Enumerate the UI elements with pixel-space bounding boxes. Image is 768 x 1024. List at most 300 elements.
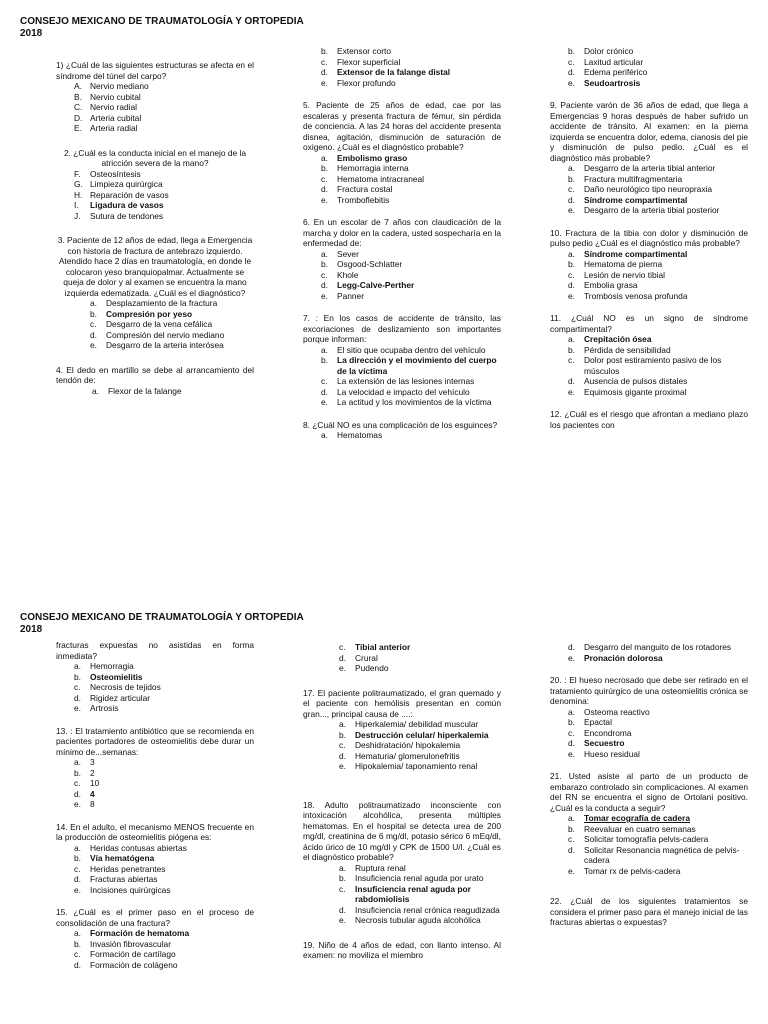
answer-option [303, 730, 501, 741]
option-letter: E. [74, 123, 82, 133]
question-block [303, 940, 501, 961]
option-text: 4 [90, 788, 95, 799]
option-text: Rigidez articular [90, 692, 151, 703]
option-letter: b. [568, 173, 575, 184]
option-letter: D. [74, 112, 83, 123]
question-block [550, 642, 748, 663]
option-letter: b. [74, 853, 81, 863]
option-text: Crural [355, 652, 378, 663]
question-block [550, 896, 748, 928]
answer-option [550, 387, 748, 398]
option-letter: c. [568, 727, 575, 738]
answer-option [303, 751, 501, 762]
option-text: Edema periférico [584, 67, 648, 77]
question-block [56, 148, 254, 222]
option-text: Sutura de tendones [90, 210, 164, 221]
option-letter: c. [339, 642, 346, 652]
option-text: La actitud y los movimientos de la víctima [337, 397, 492, 407]
option-text: Embolia grasa [584, 280, 638, 290]
option-letter: d. [74, 788, 81, 799]
answer-option [56, 682, 254, 693]
option-letter: I. [74, 200, 79, 210]
question-text: 14. En el adulto, el mecanismo MENOS frecuente en la producción de osteomielitis piógena es: [56, 821, 254, 842]
answer-option [56, 102, 254, 113]
question-block [56, 907, 254, 970]
answer-option [550, 707, 748, 718]
option-letter: e. [568, 205, 575, 215]
question-block [303, 688, 501, 772]
option-text: La extensión de las lesiones internas [337, 376, 475, 386]
option-letter: e. [339, 915, 346, 925]
option-letter: a. [321, 152, 328, 163]
answer-option [303, 174, 501, 185]
option-letter: c. [90, 319, 97, 329]
option-letter: e. [321, 290, 328, 301]
question-text: 19. Niño de 4 años de edad, con llanto intenso. Al examen: no moviliza el miembro [303, 939, 501, 960]
question-block [303, 313, 501, 408]
answer-option [550, 78, 748, 89]
answer-option [303, 719, 501, 730]
answer-option [303, 355, 501, 376]
answer-option [303, 884, 501, 905]
answer-option [303, 270, 501, 281]
option-text: Deshidratación/ hipokalemia [355, 740, 461, 750]
option-text: 3 [90, 757, 95, 767]
option-text: Insuficiencia renal aguda por rabdomiolisis [355, 883, 471, 904]
option-text: Legg-Calve-Perther [337, 280, 415, 290]
option-text: Desgarro de la arteria tibial posterior [584, 205, 720, 215]
question-text: 11. ¿Cuál NO es un signo de síndrome compartimental? [550, 313, 748, 334]
option-text: Crepitación ósea [584, 334, 652, 344]
answer-option [303, 78, 501, 89]
option-text: Sever [337, 248, 359, 259]
option-letter: d. [321, 280, 328, 290]
question-block [550, 409, 748, 430]
answer-option [303, 345, 501, 356]
question-text: 3. Paciente de 12 años de edad, llega a Emergencia con historia de fractura de antebrazo izquierdo. Atendido hace 2 días en traumatología, en donde le colocaron yeso branquiopalmar. Actualmente se queja de dolor y al examen se encuentra la mano izquierda edematizada. ¿Cuál es el diagnóstico? [57, 235, 253, 298]
option-text: Osteosíntesis [90, 168, 141, 179]
page1-header [20, 16, 320, 40]
option-text: Hiperkalemia/ debilidad muscular [355, 719, 479, 729]
header-year: 2018 [20, 28, 43, 39]
answer-option [56, 757, 254, 768]
option-letter: a. [321, 344, 328, 355]
option-letter: b. [90, 308, 97, 319]
option-text: Fractura multifragmentaria [584, 173, 683, 184]
answer-option [550, 642, 748, 653]
answer-option [550, 653, 748, 664]
answer-option [550, 845, 748, 866]
answer-option [550, 163, 748, 174]
option-text: Desgarro de la arteria tibial anterior [584, 163, 716, 173]
option-text: Compresión por yeso [106, 308, 193, 319]
option-letter: c. [321, 56, 328, 67]
answer-option [550, 376, 748, 387]
answer-option [56, 123, 254, 134]
answer-option [303, 259, 501, 270]
option-letter: d. [74, 874, 81, 884]
answer-option [56, 179, 254, 190]
answer-option [56, 113, 254, 124]
answer-option [550, 174, 748, 185]
option-letter: a. [74, 842, 81, 853]
option-letter: a. [92, 385, 99, 396]
option-letter: e. [90, 340, 97, 350]
option-letter: b. [74, 767, 81, 778]
question-text: 20. : El hueso necrosado que debe ser retirado en el tratamiento quirúrgico de una osteomielitis crónica se denomina: [550, 675, 748, 706]
option-letter: b. [568, 259, 575, 269]
answer-option [56, 928, 254, 939]
option-text: Síndrome compartimental [584, 248, 688, 259]
answer-option [56, 298, 254, 309]
answer-option [56, 843, 254, 854]
answer-option [56, 939, 254, 950]
answer-option [56, 693, 254, 704]
answer-option [550, 824, 748, 835]
question-block [550, 46, 748, 88]
option-letter: c. [568, 269, 575, 280]
option-letter: e. [321, 77, 328, 88]
answer-option [56, 864, 254, 875]
option-letter: e. [339, 761, 346, 771]
answer-option [550, 728, 748, 739]
question-text: fracturas expuestas no asistidas en forma inmediata? [56, 640, 254, 661]
option-letter: d. [339, 750, 346, 761]
option-letter: b. [321, 163, 328, 173]
option-text: Heridas contusas abiertas [90, 842, 187, 853]
option-text: Solicitar Resonancia magnética de pelvis-cadera [584, 844, 740, 865]
option-text: Tromboflebitis [337, 194, 390, 205]
option-text: Desplazamiento de la fractura [106, 298, 218, 308]
question-text: 9. Paciente varón de 36 años de edad, que llega a Emergencias 9 horas después de haber sufrido un accidente de tránsito. Al examen: en la pierna izquierda se encuentra dolor, edema, cianosis del pie y disminución de pulso pedio. ¿Cuál es el diagnóstico más probable? [550, 100, 748, 163]
answer-option [56, 211, 254, 222]
option-text: Hipokalemia/ taponamiento renal [355, 761, 478, 771]
option-text: Arteria radial [90, 123, 138, 133]
question-text: 15. ¿Cuál es el primer paso en el proceso de consolidación de una fractura? [56, 907, 254, 928]
answer-option [303, 740, 501, 751]
answer-option [550, 291, 748, 302]
question-text: 10. Fractura de la tibia con dolor y disminución de pulso pedio ¿Cuál es el diagnóstico más probable? [550, 227, 748, 248]
question-text: 18. Adulto politraumatizado inconsciente con intoxicación alcohólica, presenta múltiples hematomas. En el hospital se detecta urea de 200 mg/dl, creatinina de 6 mg/dl, potasio sérico 6 mEq/dl, ácido úrico de 10 mg/dl y CPK de 1500 U/l. ¿Cuál es el diagnóstico probable? [303, 799, 501, 862]
option-text: El sitio que ocupaba dentro del vehículo [337, 344, 486, 355]
option-text: Desgarro de la arteria interósea [106, 340, 224, 350]
option-text: Hematoma intracraneal [337, 173, 425, 184]
question-text: 7. : En los casos de accidente de tránsito, las excoriaciones de deslizamiento son importantes porque informan: [303, 313, 501, 344]
option-letter: b. [321, 355, 328, 365]
answer-option [550, 205, 748, 216]
option-letter: a. [74, 661, 81, 671]
answer-option [550, 813, 748, 824]
answer-option [550, 834, 748, 845]
question-block [56, 726, 254, 810]
option-text: Daño neurológico tipo neuropraxia [584, 184, 713, 194]
question-block [303, 420, 501, 441]
option-letter: d. [568, 194, 575, 205]
answer-option [303, 653, 501, 664]
option-letter: e. [568, 652, 575, 663]
option-text: Flexor superficial [337, 56, 401, 67]
option-letter: a. [74, 757, 81, 767]
option-letter: d. [568, 280, 575, 290]
option-text: Osgood-Schlatter [337, 259, 403, 269]
question-block [550, 100, 748, 216]
option-letter: b. [568, 344, 575, 355]
option-letter: c. [339, 740, 346, 750]
option-text: Formación de cartílago [90, 949, 176, 959]
option-letter: H. [74, 189, 83, 200]
option-letter: a. [339, 862, 346, 873]
answer-option [550, 345, 748, 356]
option-text: 10 [90, 778, 100, 788]
question-block [303, 217, 501, 301]
option-text: Embolismo graso [337, 152, 408, 163]
question-text: 21. Usted asiste al parto de un producto de embarazo controlado sin complicaciones. Al examen del RN se encuentra el signo de Ortolani positivo. ¿Cuál es la conducta a seguir? [550, 771, 748, 813]
option-text: Formación de hematoma [90, 928, 190, 938]
answer-option [550, 334, 748, 345]
option-letter: d. [90, 329, 97, 340]
answer-option [303, 387, 501, 398]
question-text: 13. : El tratamiento antibiótico que se recomienda en pacientes portadores de osteomielitis debe durar un mínimo de...semanas: [56, 725, 254, 757]
option-letter: a. [321, 248, 328, 259]
option-text: Hemorragia [90, 661, 134, 671]
option-text: Insuficiencia renal crónica reagudizada [355, 904, 500, 915]
option-text: Fracturas abiertas [90, 874, 158, 884]
option-letter: d. [321, 386, 328, 397]
option-text: 8 [90, 799, 95, 809]
option-letter: a. [321, 430, 328, 440]
option-letter: c. [321, 376, 328, 386]
option-text: Nervio radial [90, 102, 138, 112]
question-block [56, 365, 254, 397]
answer-option [56, 81, 254, 92]
option-letter: B. [74, 91, 82, 102]
option-letter: d. [339, 904, 346, 915]
option-letter: e. [321, 397, 328, 407]
option-text: Pudendo [355, 663, 389, 673]
option-text: Pérdida de sensibilidad [584, 344, 671, 355]
answer-option [303, 46, 501, 57]
answer-option [303, 184, 501, 195]
answer-option [550, 270, 748, 281]
option-text: Trombosis venosa profunda [584, 290, 688, 301]
option-text: Necrosis tubular aguda alcohólica [355, 915, 481, 925]
option-letter: d. [568, 738, 575, 748]
option-text: Desgarro del manguito de los rotadores [584, 642, 732, 652]
answer-option [56, 169, 254, 180]
option-letter: b. [568, 46, 575, 56]
option-text: Fractura costal [337, 184, 393, 194]
option-letter: b. [321, 46, 328, 56]
answer-option [550, 355, 748, 376]
question-block [303, 100, 501, 205]
question-block [303, 642, 501, 674]
option-letter: b. [74, 671, 81, 682]
option-text: Vía hematógena [90, 853, 155, 863]
option-text: Lesión de nervio tibial [584, 269, 666, 280]
answer-option [303, 67, 501, 78]
option-letter: c. [568, 56, 575, 67]
answer-option [550, 738, 748, 749]
option-letter: d. [321, 67, 328, 77]
page2-column-2 [303, 642, 501, 961]
option-text: Flexor de la falange [108, 385, 182, 396]
option-text: Osteomielitis [90, 671, 143, 682]
page1-column-3 [550, 46, 748, 430]
answer-option [550, 866, 748, 877]
question-text: 8. ¿Cuál NO es una complicación de los esguinces? [303, 419, 498, 430]
answer-option [303, 915, 501, 926]
option-text: Dolor post estiramiento pasivo de los músculos [584, 355, 722, 376]
question-block [550, 675, 748, 759]
option-text: Extensor corto [337, 46, 391, 56]
question-block [303, 46, 501, 88]
answer-option [56, 960, 254, 971]
option-letter: d. [74, 959, 81, 970]
question-text: 6. En un escolar de 7 años con claudicación de la marcha y dolor en la cadera, usted sospecharía en la enfermedad de: [303, 217, 501, 248]
option-letter: d. [74, 692, 81, 703]
answer-option [303, 863, 501, 874]
header-title: CONSEJO MEXICANO DE TRAUMATOLOGÍA Y ORTOPEDIA [20, 16, 304, 27]
question-block [56, 822, 254, 896]
option-text: Solicitar tomografía pelvis-cadera [584, 834, 709, 844]
answer-option [303, 280, 501, 291]
header-title: CONSEJO MEXICANO DE TRAUMATOLOGÍA Y ORTOPEDIA [20, 612, 304, 623]
option-text: Hematoma de pierna [584, 259, 663, 269]
option-letter: d. [568, 844, 575, 855]
option-text: Panner [337, 290, 365, 301]
option-letter: e. [74, 884, 81, 895]
answer-option [56, 885, 254, 896]
answer-option [550, 184, 748, 195]
option-text: Necrosis de tejidos [90, 682, 161, 692]
option-text: Seudoartrosis [584, 77, 641, 88]
option-letter: d. [568, 642, 575, 652]
option-letter: d. [321, 184, 328, 194]
answer-option [550, 749, 748, 760]
option-letter: d. [568, 376, 575, 386]
option-letter: a. [568, 706, 575, 717]
question-text: 2. ¿Cuál es la conducta inicial en el manejo de la atricción severa de la mano? [63, 147, 247, 168]
page2-column-3 [550, 642, 748, 928]
option-letter: e. [568, 290, 575, 301]
option-letter: F. [74, 168, 81, 179]
option-text: Artrosis [90, 703, 119, 713]
option-text: Osteoma reactivo [584, 706, 650, 717]
option-letter: e. [74, 703, 81, 713]
option-text: Ausencia de pulsos distales [584, 376, 688, 386]
option-letter: d. [339, 652, 346, 663]
question-block [550, 771, 748, 876]
option-text: Ruptura renal [355, 862, 406, 873]
answer-option [303, 905, 501, 916]
answer-option [550, 46, 748, 57]
question-block [550, 313, 748, 397]
option-text: Ligadura de vasos [90, 200, 164, 210]
answer-option [56, 386, 254, 397]
option-letter: e. [568, 865, 575, 876]
option-letter: J. [74, 210, 81, 221]
option-letter: a. [568, 334, 575, 344]
page1-column-2 [303, 46, 501, 441]
answer-option [303, 761, 501, 772]
option-letter: e. [568, 386, 575, 397]
option-text: Reevaluar en cuatro semanas [584, 823, 696, 834]
option-letter: b. [339, 729, 346, 740]
answer-option [56, 949, 254, 960]
option-text: Encondroma [584, 727, 632, 738]
option-letter: e. [321, 194, 328, 205]
option-letter: c. [568, 355, 575, 365]
question-block [550, 228, 748, 302]
page2-column-1 [56, 640, 254, 970]
option-letter: a. [74, 928, 81, 938]
option-text: Síndrome compartimental [584, 194, 688, 205]
option-letter: c. [321, 269, 328, 280]
answer-option [303, 249, 501, 260]
answer-option [56, 853, 254, 864]
answer-option [303, 397, 501, 408]
option-letter: d. [568, 67, 575, 77]
option-text: Hematuria/ glomerulonefritis [355, 750, 460, 761]
option-text: La velocidad e impacto del vehículo [337, 386, 470, 397]
option-text: 2 [90, 767, 95, 778]
question-text: 4. El dedo en martillo se debe al arrancamiento del tendón de: [56, 364, 254, 385]
option-letter: a. [339, 719, 346, 729]
answer-option [56, 340, 254, 351]
answer-option [303, 873, 501, 884]
option-text: Desgarro de la vena cefálica [106, 319, 213, 329]
option-text: Pronación dolorosa [584, 652, 663, 663]
option-letter: c. [74, 863, 81, 874]
answer-option [56, 661, 254, 672]
option-text: Khole [337, 269, 359, 280]
option-text: Flexor profundo [337, 77, 396, 88]
option-letter: c. [568, 184, 575, 194]
option-text: Extensor de la falange distal [337, 67, 451, 77]
answer-option [550, 717, 748, 728]
answer-option [303, 153, 501, 164]
option-text: Secuestro [584, 738, 625, 748]
question-block [56, 640, 254, 714]
option-letter: e. [568, 77, 575, 88]
question-block [56, 60, 254, 134]
option-letter: C. [74, 102, 83, 112]
option-text: Invasión fibrovascular [90, 938, 171, 949]
answer-option [550, 57, 748, 68]
option-letter: c. [74, 949, 81, 959]
answer-option [303, 291, 501, 302]
answer-option [56, 768, 254, 779]
option-text: Formación de colágeno [90, 959, 178, 970]
option-letter: e. [568, 748, 575, 759]
option-text: La dirección y el movimiento del cuerpo de la víctima [337, 355, 497, 376]
option-letter: b. [321, 259, 328, 269]
option-text: Insuficiencia renal aguda por urato [355, 873, 484, 883]
option-letter: G. [74, 179, 83, 189]
option-letter: b. [74, 938, 81, 949]
option-text: Limpieza quirúrgica [90, 179, 163, 189]
page1-column-1 [56, 60, 254, 396]
answer-option [303, 642, 501, 653]
option-text: Tomar ecografía de cadera [584, 813, 690, 823]
answer-option [56, 672, 254, 683]
option-letter: a. [568, 248, 575, 259]
option-text: Nervio mediano [90, 81, 149, 91]
answer-option [56, 330, 254, 341]
option-letter: c. [321, 173, 328, 184]
answer-option [56, 200, 254, 211]
answer-option [56, 190, 254, 201]
